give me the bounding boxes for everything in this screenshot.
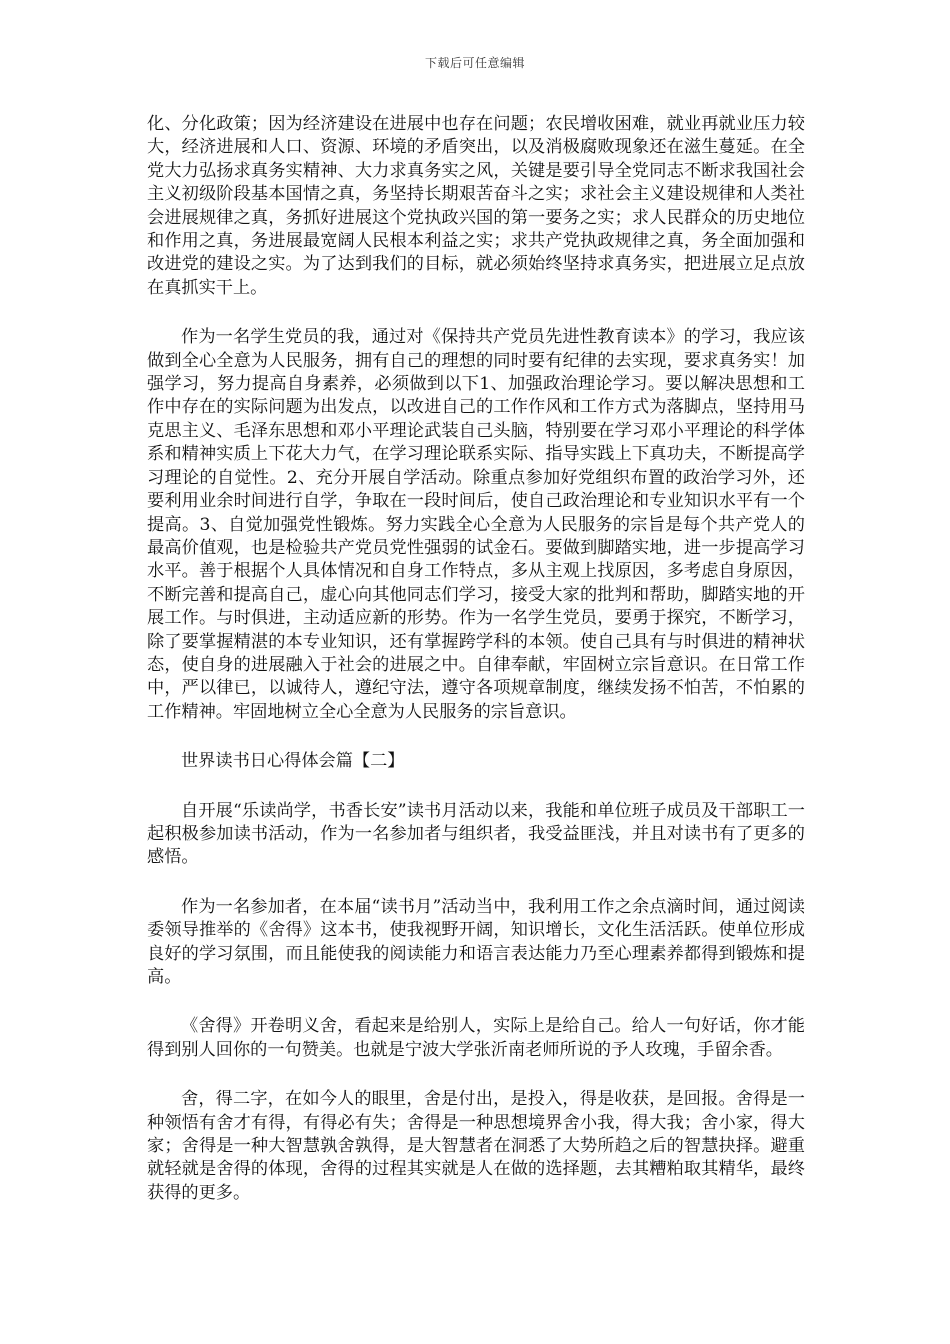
paragraph-student-member: 作为一名学生党员的我，通过对《保持共产党员先进性教育读本》的学习，我应该做到全心全意为人民服务，拥有自己的理想的同时要有纪律的去实现，要求真务实！加强学习，努力提高自身素养，必须做到以下1、加强政治理论学习。要以解决思想和工作中存在的实际问题为出发点，以改进自己的工作作风和工作方式为落脚点，坚持用马克思主义、毛泽东思想和邓小平理论武装自己头脑，特别要在学习邓小平理论的科学体系和精神实质上下花大力气，在学习理论联系实际、指导实践上下真功夫，不断提高学习理论的自觉性。2、充分开展自学活动。除重点参加好党组织布置的政治学习外，还要利用业余时间进行自学，争取在一段时间后，使自己政治理论和专业知识水平有一个提高。3、自觉加强党性锻炼。努力实践全心全意为人民服务的宗旨是每个共产党人的最高价值观，也是检验共产党员党性强弱的试金石。要做到脚踏实地，进一步提高学习水平。善于根据个人具体情况和自身工作特点，多从主观上找原因，多考虑自身原因，不断完善和提高自己，虚心向其他同志们学习，接受大家的批判和帮助，脚踏实地的开展工作。与时俱进，主动适应新的形势。作为一名学生党员，要勇于探究，不断学习，除了要掌握精湛的本专业知识，还有掌握跨学科的本领。使自己具有与时俱进的精神状态，使自身的进展融入于社会的进展之中。自律奉献，牢固树立宗旨意识。在日常工作中，严以律已，以诚待人，遵纪守法，遵守各项规章制度，继续发扬不怕苦，不怕累的工作精神。牢固地树立全心全意为人民服务的宗旨意识。 <box>147 327 805 722</box>
paragraph-continued: 化、分化政策；因为经济建设在进展中也存在问题；农民增收困难，就业再就业压力较大，经济进展和人口、资源、环境的矛盾突出，以及消极腐败现象还在滋生蔓延。在全党大力弘扬求真务实精神、大力求真务实之风，关键是要引导全党同志不断求我国社会主义初级阶段基本国情之真，务坚持长期艰苦奋斗之实；求社会主义建设规律和人类社会进展规律之真，务抓好进展这个党执政兴国的第一要务之实；求人民群众的历史地位和作用之真，务进展最宽阔人民根本利益之实；求共产党执政规律之真，务全面加强和改进党的建设之实。为了达到我们的目标，就必须始终坚持求真务实，把进展立足点放在真抓实干上。 <box>147 114 805 298</box>
paragraph-reading-month: 自开展“乐读尚学，书香长安”读书月活动以来，我能和单位班子成员及干部职工一起积极参加读书活动，作为一名参加者与组织者，我受益匪浅，并且对读书有了更多的感悟。 <box>147 800 805 868</box>
paragraph-participant: 作为一名参加者，在本届“读书月”活动当中，我利用工作之余点滴时间，通过阅读委领导推举的《舍得》这本书，使我视野开阔，知识增长，文化生活活跃。使单位形成良好的学习氛围，而且能使我的阅读能力和语言表达能力乃至心理素养都得到锻炼和提高。 <box>147 896 805 987</box>
page-header: 下载后可任意编辑 <box>424 56 525 70</box>
paragraph-shede-meaning: 舍，得二字，在如今人的眼里，舍是付出，是投入，得是收获，是回报。舍得是一种领悟有舍才有得，有得必有失；舍得是一种思想境界舍小我，得大我；舍小家，得大家；舍得是一种大智慧孰舍孰得，是大智慧者在洞悉了大势所趋之后的智慧抉择。避重就轻就是舍得的体现，舍得的过程其实就是人在做的选择题，去其糟粕取其精华，最终获得的更多。 <box>147 1089 805 1203</box>
document-body <box>147 113 805 1231</box>
section-heading: 世界读书日心得体会篇【二】 <box>181 751 405 772</box>
paragraph-shede-intro: 《舍得》开卷明义舍，看起来是给别人，实际上是给自己。给人一句好话，你才能得到别人回你的一句赞美。也就是宁波大学张沂南老师所说的予人玫瑰，手留余香。 <box>147 1016 805 1060</box>
